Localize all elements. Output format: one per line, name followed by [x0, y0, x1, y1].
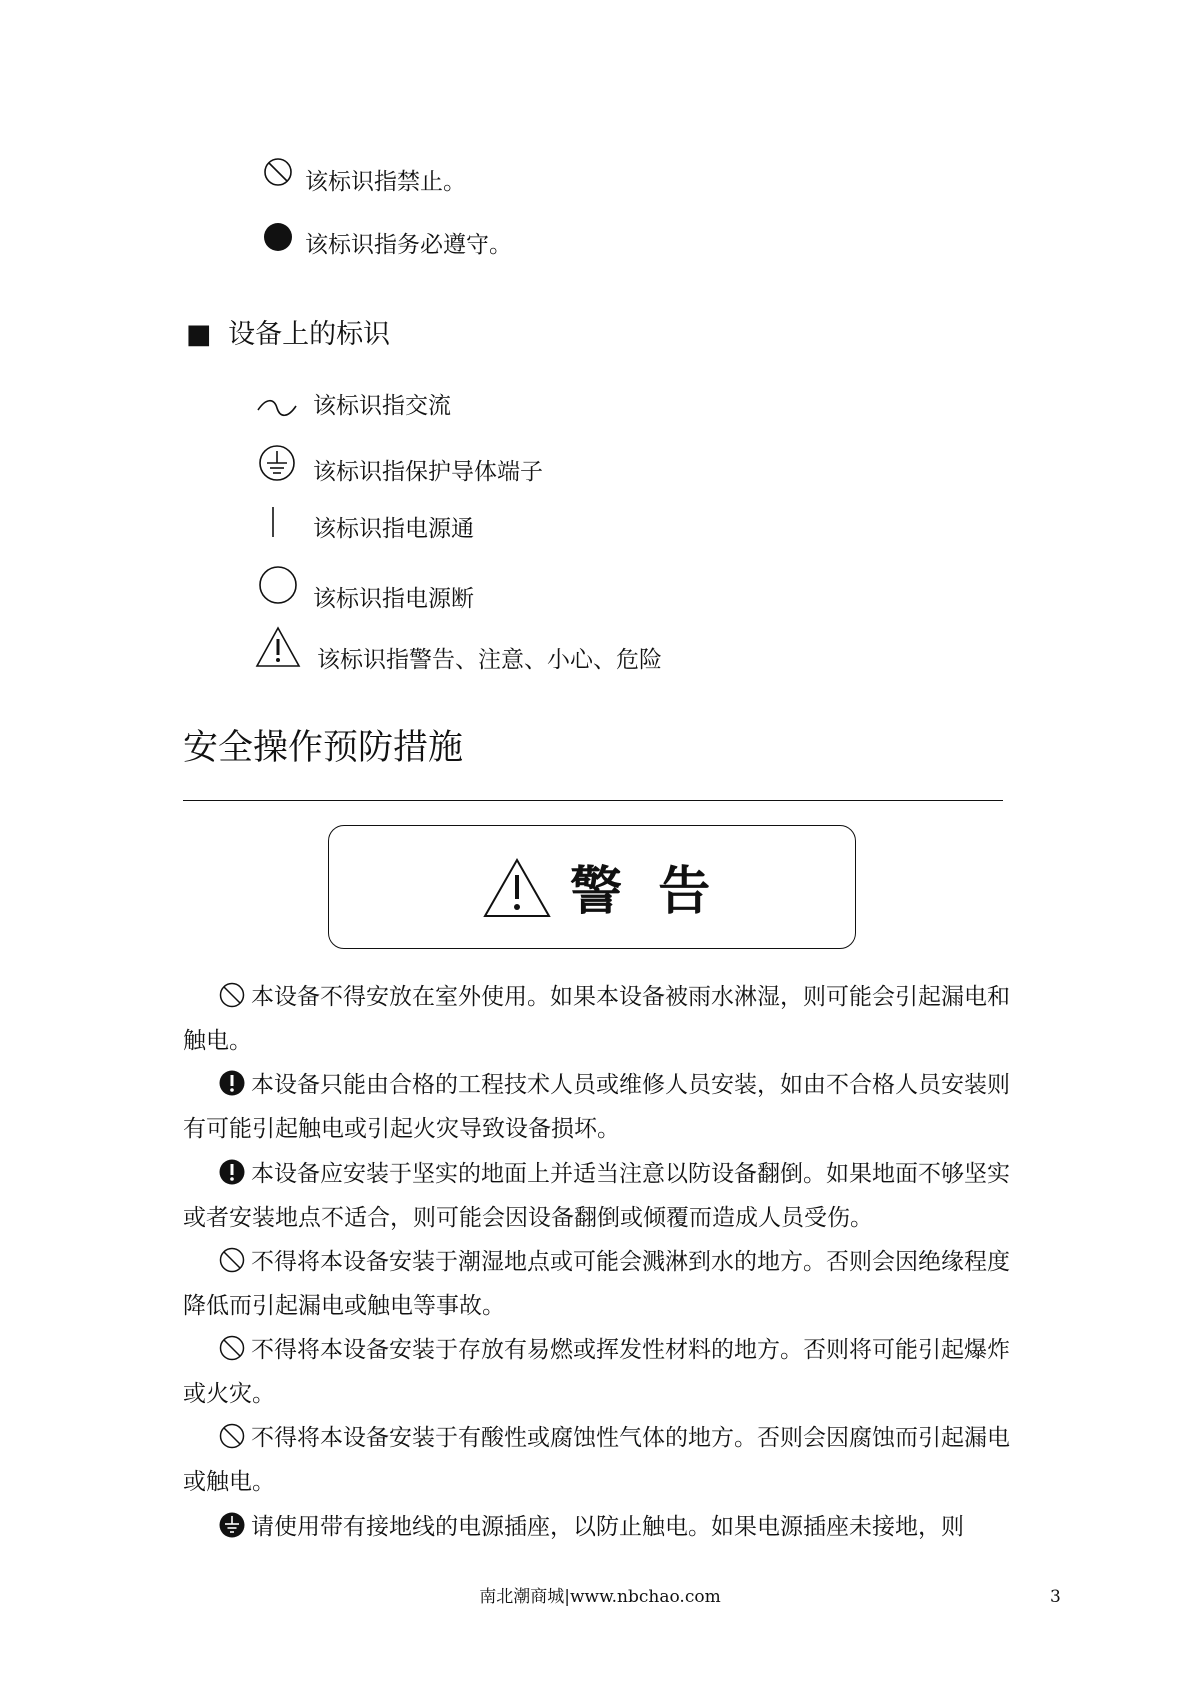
- ac-icon: [256, 396, 298, 420]
- protective-earth-icon: [258, 444, 296, 482]
- paragraph-text: 不得将本设备安装于存放有易燃或挥发性材料的地方。否则将可能引起爆炸或火灾。: [183, 1337, 1010, 1407]
- section-bullet: ■: [186, 319, 212, 350]
- mandatory-icon: [263, 222, 293, 252]
- section-heading-equipment: [186, 318, 390, 352]
- power-off-icon: [258, 565, 298, 605]
- warning-text: 该标识指警告、注意、小心、危险: [317, 647, 662, 673]
- ground-icon: [219, 1512, 245, 1538]
- legend-prohibition-text: 该标识指禁止。: [305, 169, 466, 195]
- paragraph-grounded-outlet: [183, 1505, 1023, 1549]
- paragraph-text: 本设备应安装于坚实的地面上并适当注意以防设备翻倒。如果地面不够坚实或者安装地点不适合，则可能会因设备翻倒或倾覆而造成人员受伤。: [183, 1161, 1010, 1231]
- prohibition-icon: [219, 1247, 245, 1273]
- warning-box-triangle-icon: [482, 857, 552, 919]
- power-on-text: 该标识指电源通: [313, 516, 474, 542]
- paragraph-text: 请使用带有接地线的电源插座，以防止触电。如果电源插座未接地，则: [251, 1514, 964, 1540]
- ac-text: 该标识指交流: [313, 393, 451, 419]
- power-on-icon: [268, 505, 278, 539]
- prohibition-icon: [219, 982, 245, 1008]
- paragraph-corrosive: [183, 1416, 1023, 1504]
- prohibition-icon: [263, 157, 293, 187]
- prohibition-icon: [219, 1335, 245, 1361]
- paragraph-text: 本设备不得安放在室外使用。如果本设备被雨水淋湿，则可能会引起漏电和触电。: [183, 984, 1010, 1054]
- warning-box-label: 警 告: [570, 861, 711, 922]
- protective-earth-text: 该标识指保护导体端子: [313, 459, 543, 485]
- paragraph-text: 本设备只能由合格的工程技术人员或维修人员安装，如由不合格人员安装则有可能引起触电或引起火灾导致设备损坏。: [183, 1072, 1010, 1142]
- power-off-text: 该标识指电源断: [313, 586, 474, 612]
- paragraph-solid-ground: [183, 1152, 1023, 1240]
- paragraph-outdoor: [183, 975, 1023, 1063]
- paragraph-humid: [183, 1240, 1023, 1328]
- safety-heading: 安全操作预防措施: [183, 728, 464, 768]
- warning-triangle-icon: [255, 626, 301, 668]
- mandatory-icon: [219, 1070, 245, 1096]
- heading-rule: [183, 800, 1003, 801]
- paragraph-flammable: [183, 1328, 1023, 1416]
- page-number: 3: [1050, 1587, 1061, 1607]
- paragraph-qualified-install: [183, 1063, 1023, 1151]
- prohibition-icon: [219, 1423, 245, 1449]
- legend-mandatory-text: 该标识指务必遵守。: [305, 232, 512, 258]
- paragraph-text: 不得将本设备安装于潮湿地点或可能会溅淋到水的地方。否则会因绝缘程度降低而引起漏电或触电等事故。: [183, 1249, 1010, 1319]
- mandatory-icon: [219, 1159, 245, 1185]
- paragraph-text: 不得将本设备安装于有酸性或腐蚀性气体的地方。否则会因腐蚀而引起漏电或触电。: [183, 1425, 1010, 1495]
- section-title: 设备上的标识: [228, 319, 391, 350]
- footer-site: 南北潮商城|www.nbchao.com: [479, 1587, 721, 1607]
